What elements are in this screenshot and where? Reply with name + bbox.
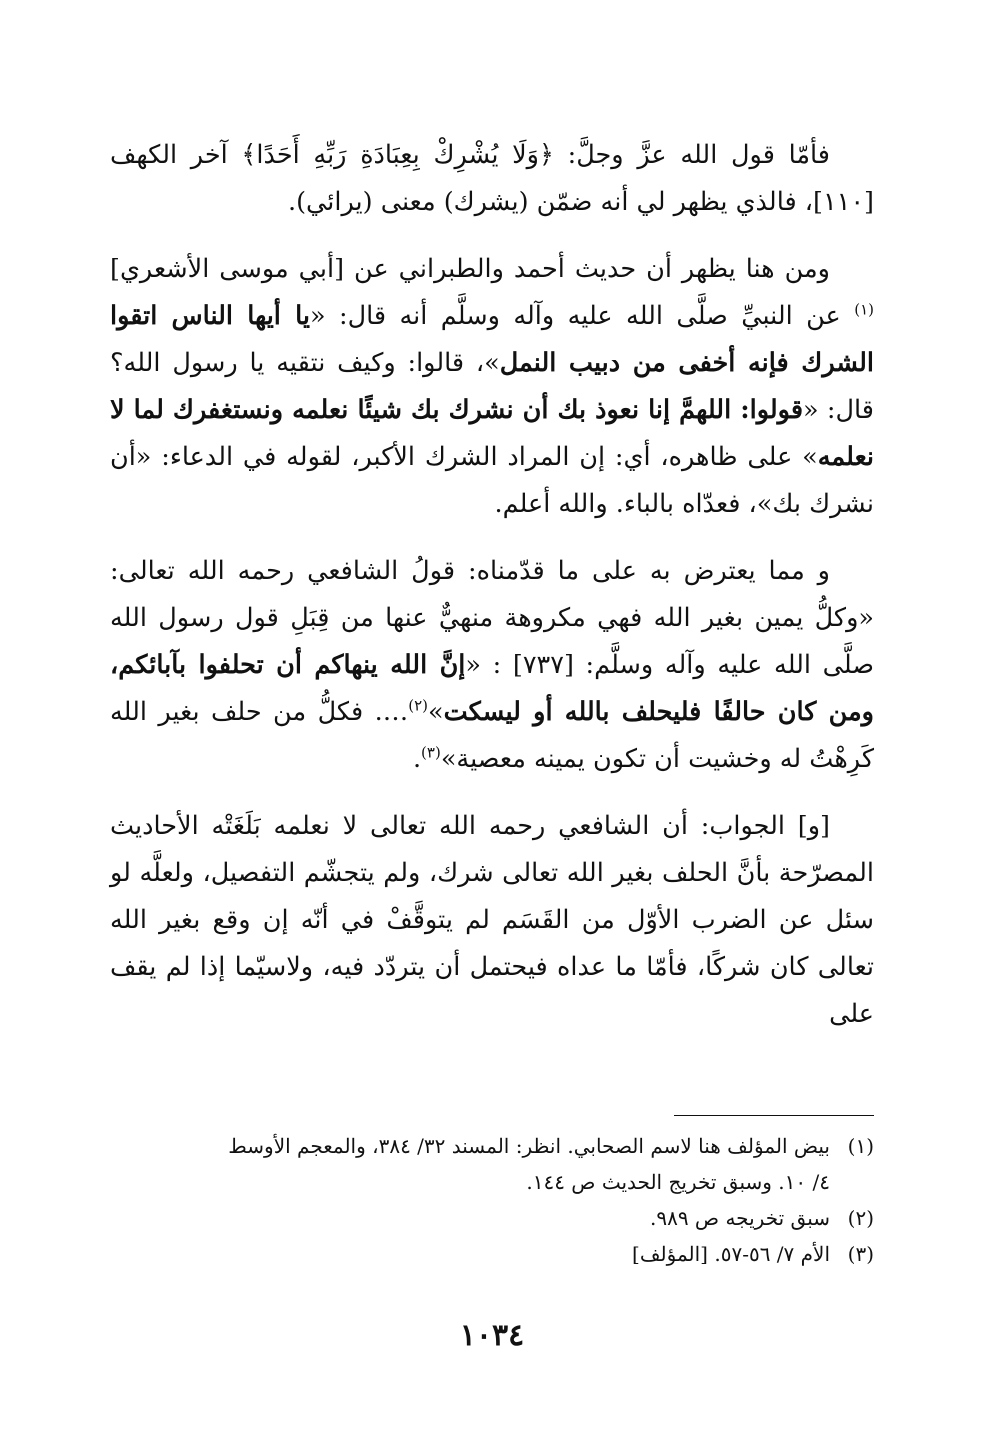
footnote [110, 1128, 874, 1200]
footnote-ref: (٣) [421, 743, 441, 762]
text-run: »، قالوا: وكيف نتقيه يا رسول الله؟ قال: « [110, 348, 874, 425]
bold-run: إنَّ الله ينهاكم أن تحلفوا بآبائكم، ومن كان حالفًا فليحلف بالله أو ليسكت [110, 650, 874, 727]
footnote [110, 1236, 874, 1272]
footnote-number: (١) [847, 1134, 874, 1158]
text-run: » على ظاهره، أي: إن المراد الشرك الأكبر، لقوله في الدعاء: «أن نشرك بك»، فعدّاه بالباء. والله أعلم. [110, 442, 874, 519]
text-run: عن النبيِّ صلَّى الله عليه وآله وسلَّم أنه قال: « [309, 301, 855, 331]
footnote-text: سبق تخريجه ص ٩٨٩. [649, 1206, 830, 1230]
paragraph [110, 132, 874, 226]
footnote-ref: (١) [854, 300, 874, 319]
footnote-number: (٣) [847, 1242, 874, 1266]
footnotes [110, 1128, 874, 1272]
footnote-text: الأم ٧/ ٥٦-٥٧. [المؤلف] [632, 1242, 830, 1266]
text-run: …. فكلُّ من حلف بغير الله كَرِهْتُ له وخشيت أن تكون يمينه معصية» [110, 697, 874, 774]
page-number: ١٠٣٤ [459, 1318, 525, 1353]
text-run: » [428, 697, 444, 727]
footnote-number: (٢) [847, 1206, 874, 1230]
text-run: . [412, 744, 422, 774]
text-run: ومن هنا يظهر أن حديث أحمد والطبراني عن [أبي موسى الأشعري] [110, 254, 830, 284]
paragraph [110, 548, 874, 783]
footnote-text: بيض المؤلف هنا لاسم الصحابي. انظر: المسند ٣٢/ ٣٨٤، والمعجم الأوسط [228, 1134, 830, 1158]
paragraph [110, 246, 874, 528]
text-run: [و] الجواب: أن الشافعي رحمه الله تعالى لا نعلمه بَلَغَتْه الأحاديث المصرّحة بأنَّ الحلف بغير الله تعالى شرك، ولم يتجشّم التفصيل، ولعلَّه لو سئل عن الضرب الأوّل من القَسَم لم يتوقَّفْ في أنّه إن وقع بغير الله تعالى كان شركًا، فأمّا ما عداه فيحتمل أن يتردّد فيه، ولاسيّما إذا لم يقف على [110, 811, 874, 1029]
text-run: فأمّا قول الله عزَّ وجلَّ: ﴿وَلَا يُشْرِكْ بِعِبَادَةِ رَبِّهِ أَحَدًا﴾ آخر الكهف [١١٠]، فالذي يظهر لي أنه ضمّن (يشرك) معنى (يرائي). [110, 140, 874, 217]
bold-run: قولوا: اللهمَّ إنا نعوذ بك أن نشرك بك شيئًا نعلمه ونستغفرك لما لا نعلمه [110, 395, 874, 472]
text-run: و مما يعترض به على ما قدّمناه: قولُ الشافعي رحمه الله تعالى: «وكلُّ يمين بغير الله فهي مكروهة منهيٌّ عنها من قِبَلِ قول رسول الله صلَّى الله عليه وآله وسلَّم: [٧٣٧] : « [110, 556, 874, 680]
footnote [110, 1200, 874, 1236]
paragraph [110, 803, 874, 1038]
main-text [110, 132, 874, 1058]
footnote-ref: (٢) [408, 696, 428, 715]
footnote-continuation: ٤/ ١٠. وسبق تخريج الحديث ص ١٤٤. [526, 1170, 830, 1194]
bold-run: يا أيها الناس اتقوا الشرك فإنه أخفى من دبيب النمل [110, 301, 874, 378]
footnote-separator [674, 1115, 874, 1116]
